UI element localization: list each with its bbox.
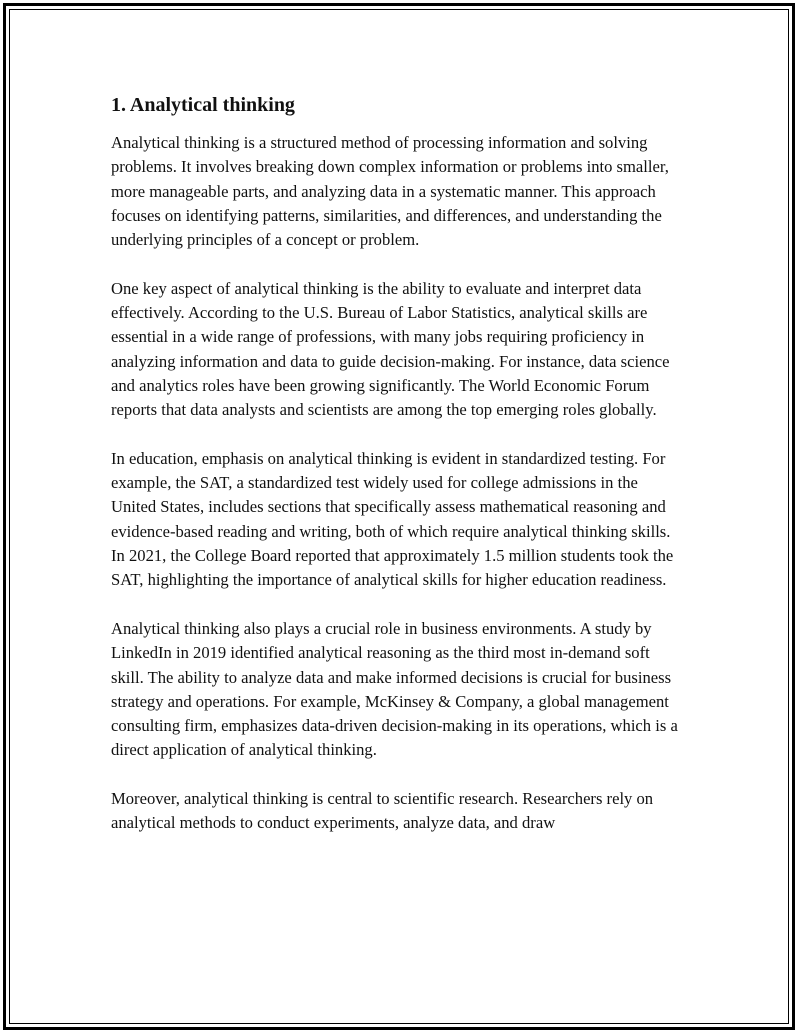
section-heading: 1. Analytical thinking — [111, 94, 295, 116]
paragraph-5: Moreover, analytical thinking is central to scientific research. Researchers rely on analytical methods to conduct experiments, analyze data, and draw — [111, 789, 654, 833]
paragraph-3: In education, emphasis on analytical thinking is evident in standardized testing. For example, the SAT, a standardized test widely used for college admissions in the United States, includes sections that specifically assess mathematical reasoning and evidence-based reading and writing, both of which require analytical thinking skills. In 2021, the College Board reported that approximately 1.5 million students took the SAT, highlighting the importance of analytical skills for higher education readiness. — [111, 448, 674, 590]
paragraph-1: Analytical thinking is a structured method of processing information and solving problems. It involves breaking down complex information or problems into smaller, more manageable parts, and analyzing data in a systematic manner. This approach focuses on identifying patterns, similarities, and differences, and understanding the underlying principles of a concept or problem. — [111, 133, 669, 250]
document-body — [111, 91, 681, 860]
paragraph-2: One key aspect of analytical thinking is the ability to evaluate and interpret data effectively. According to the U.S. Bureau of Labor Statistics, analytical skills are essential in a wide range of professions, with many jobs requiring proficiency in analyzing information and data to guide decision-making. For instance, data science and analytics roles have been growing significantly. The World Economic Forum reports that data analysts and scientists are among the top emerging roles globally. — [111, 278, 670, 420]
paragraph-4: Analytical thinking also plays a crucial role in business environments. A study by LinkedIn in 2019 identified analytical reasoning as the third most in-demand soft skill. The ability to analyze data and make informed decisions is crucial for business strategy and operations. For example, McKinsey & Company, a global management consulting firm, emphasizes data-driven decision-making in its operations, which is a direct application of analytical thinking. — [111, 618, 678, 760]
